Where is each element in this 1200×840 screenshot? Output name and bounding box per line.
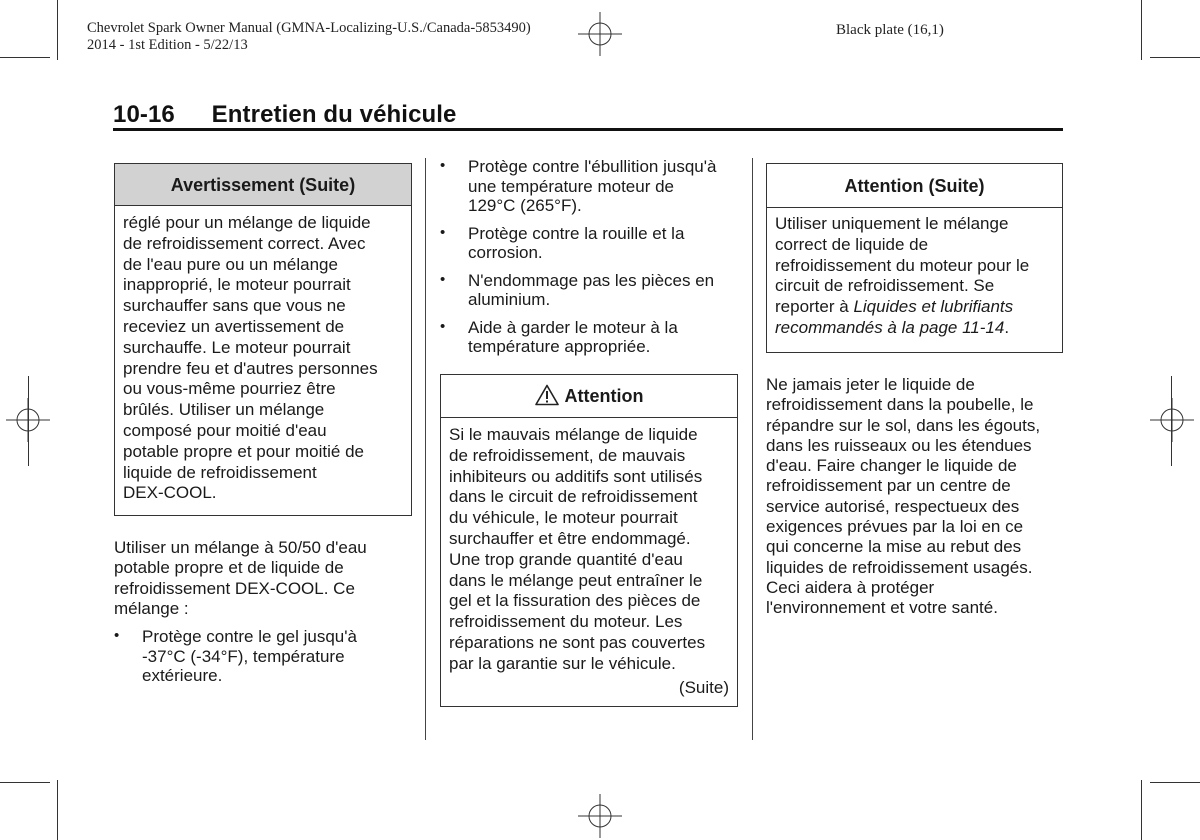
text-line: Protège contre l'ébullition jusqu'à [468,157,717,176]
page-number: 10-16 [113,101,175,128]
bullet-icon: • [440,157,446,174]
text-line: une température moteur de [468,176,675,196]
disposal-paragraph [766,375,1066,619]
text-line: refroidissement DEX-COOL. Ce [114,578,355,598]
attention-box [440,374,738,707]
section-title: Entretien du véhicule [211,101,457,128]
text-line: Ceci aidera à protéger [766,577,935,597]
warning-box-title: Avertissement (Suite) [115,164,411,206]
plate-label: Black plate (16,1) [836,22,944,38]
text-line: Utiliser un mélange à 50/50 d'eau [114,538,367,557]
text-line: N'endommage pas les pièces en [468,270,715,290]
text-line: refroidissement dans la poubelle, le [766,395,1034,415]
list-item [440,318,750,357]
text-line: du véhicule, le moteur pourrait [449,508,678,528]
crop-mark [1171,376,1172,466]
text-line: receviez un avertissement de [123,316,345,336]
print-header [87,20,607,54]
text-line: refroidissement par un centre de [766,476,1011,496]
text-line: dans les ruisseaux ou les étendues [766,435,1032,455]
bullet-icon: • [114,627,120,644]
text-line: extérieure. [142,666,223,685]
text-line: Aide à garder le moteur à la [468,317,678,337]
text-line: l'environnement et votre santé. [766,598,998,618]
text-line: inapproprié, le moteur pourrait [123,275,351,295]
text-line: circuit de refroidissement. Se [775,276,995,296]
text-line: potable propre et de liquide de [114,558,344,578]
mix-paragraph [114,538,414,619]
crop-mark [0,782,50,783]
text-line: -37°C (-34°F), température [142,646,345,666]
bullet-icon: • [440,223,446,241]
crop-mark [57,780,58,840]
list-item [440,271,750,310]
attention-continued-title: Attention (Suite) [767,164,1062,208]
crop-mark [1141,780,1142,840]
warning-box-text [115,206,411,504]
text-line: qui concerne la mise au rebut des [766,537,1022,557]
text-line: refroidissement du moteur. Les [449,612,683,632]
text-line: température appropriée. [468,337,651,356]
page-title [113,101,457,129]
text-line: de refroidissement, de mauvais [449,445,686,465]
text-line: de l'eau pure ou un mélange [123,254,338,274]
text-line: dans le mélange peut entraîner le [449,570,703,590]
text-line: Utiliser uniquement le mélange [775,214,1009,233]
header-line-2: 2014 - 1st Edition - 5/22/13 [87,37,248,53]
text-line: potable propre et pour moitié de [123,441,364,461]
cross-reference-link[interactable]: recommandés à la page 11-14 [775,317,1005,337]
text-line: refroidissement du moteur pour le [775,255,1030,275]
bullet-list [114,627,414,694]
text-line: service autorisé, respectueux des [766,496,1020,516]
list-item [440,224,750,263]
text-line: de refroidissement correct. Avec [123,233,366,253]
crop-mark [1150,782,1200,783]
text-line [775,297,1054,318]
warning-box [114,163,412,516]
text-line: inhibiteurs ou additifs sont utilisés [449,466,703,486]
text-line: surchauffer sans que vous ne [123,296,346,316]
text-line: corrosion. [468,243,543,262]
text-line: brûlés. Utiliser un mélange [123,400,325,420]
text-line: dans le circuit de refroidissement [449,487,698,507]
text-line: Si le mauvais mélange de liquide [449,425,698,444]
attention-box-text [441,418,737,698]
text-line: prendre feu et d'autres personnes [123,358,378,378]
ref-suffix: . [1004,317,1010,337]
text-line: liquide de refroidissement [123,462,317,482]
attention-continued-text [767,208,1062,339]
crop-mark [57,0,58,60]
header-line-1: Chevrolet Spark Owner Manual (GMNA-Localizing-U.S./Canada-5853490) [87,20,531,36]
text-line: surchauffer et être endommagé. [449,528,691,548]
text-line: ou vous-même pourriez être [123,379,336,399]
list-item [440,157,750,216]
text-line: réglé pour un mélange de liquide [123,213,371,232]
text-line: mélange : [114,598,189,618]
text-line: 129°C (265°F). [468,196,582,215]
text-line: correct de liquide de [775,234,929,254]
crop-mark [1150,57,1200,58]
registration-mark-icon [578,794,622,838]
text-line: exigences prévues par la loi en ce [766,517,1024,537]
text-line: composé pour moitié d'eau [123,420,327,440]
text-line: surchauffe. Le moteur pourrait [123,337,351,357]
text-line: Protège contre le gel jusqu'à [142,627,357,646]
crop-mark [1141,0,1142,60]
title-rule [113,128,1063,131]
text-line: aluminium. [468,290,551,309]
text-line: Une trop grande quantité d'eau [449,549,683,569]
attention-continued-box [766,163,1063,353]
text-line: réparations ne sont pas couvertes [449,632,706,652]
attention-box-title [441,375,737,418]
list-item [114,627,414,686]
column-divider [425,158,426,740]
registration-mark-icon [1150,398,1194,442]
text-line: d'eau. Faire changer le liquide de [766,456,1017,476]
crop-mark [28,376,29,466]
text-line: Protège contre la rouille et la [468,223,685,243]
attention-title-text: Attention [564,386,644,406]
text-line: par la garantie sur le véhicule. [449,653,676,673]
text-line: liquides de refroidissement usagés. [766,557,1033,577]
bullet-icon: • [440,270,446,288]
ref-prefix: reporter à [775,297,854,317]
text-line: Ne jamais jeter le liquide de [766,375,975,394]
column-divider [752,158,753,740]
warning-triangle-icon [535,384,559,406]
text-line [775,318,1054,339]
continued-label: (Suite) [678,677,729,697]
text-line: gel et la fissuration des pièces de [449,591,701,611]
bullet-icon: • [440,317,446,335]
bullet-list [440,157,750,365]
cross-reference-link[interactable]: Liquides et lubrifiants [853,297,1014,317]
text-line: répandre sur le sol, dans les égouts, [766,415,1041,435]
crop-mark [0,57,50,58]
text-line: DEX-COOL. [123,483,217,503]
